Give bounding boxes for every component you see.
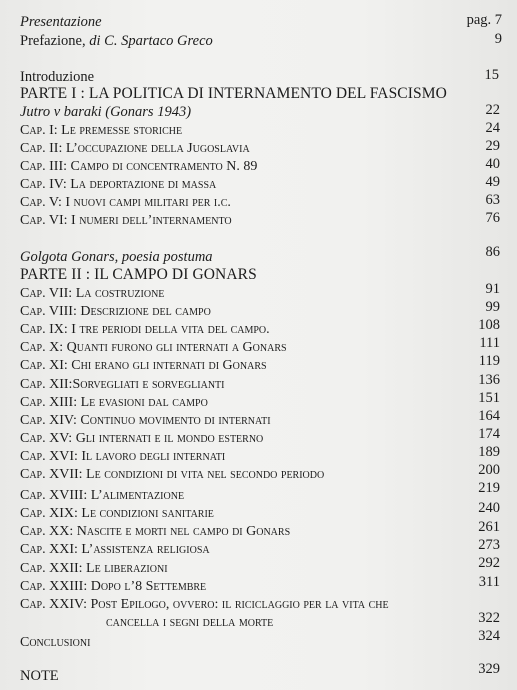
toc-chapter-13-page: 151	[478, 390, 500, 406]
toc-chapter-8: Cap. VIII: Descrizione del campo	[20, 304, 211, 319]
toc-note-page: 329	[478, 661, 500, 677]
toc-chapter-14-page: 164	[478, 408, 500, 424]
toc-chapter-24-line-2: cancella i segni della morte	[106, 615, 274, 630]
toc-chapter-20: Cap. XX: Nascite e morti nel campo di Gonars	[20, 524, 291, 539]
toc-note: NOTE	[20, 668, 59, 684]
toc-chapter-24-page: 322	[478, 610, 500, 626]
toc-part-1-title: PARTE I : LA POLITICA DI INTERNAMENTO DEL FASCISMO	[20, 85, 447, 102]
toc-chapter-5-page: 63	[485, 192, 500, 208]
toc-chapter-15-page: 174	[478, 426, 500, 442]
toc-chapter-19: Cap. XIX: Le condizioni sanitarie	[20, 506, 214, 521]
toc-introduzione: Introduzione	[20, 69, 95, 85]
toc-chapter-21: Cap. XXI: L’assistenza religiosa	[20, 542, 210, 557]
toc-chapter-10: Cap. X: Quanti furono gli internati a Gonars	[20, 340, 287, 355]
toc-prefazione	[20, 33, 213, 50]
toc-golgota-page: 86	[485, 244, 500, 260]
toc-golgota: Golgota Gonars, poesia postuma	[20, 249, 213, 265]
toc-chapter-9: Cap. IX: I tre periodi della vita del campo.	[20, 322, 270, 337]
toc-chapter-8-page: 99	[485, 299, 500, 315]
toc-chapter-12-page: 136	[478, 372, 500, 388]
toc-chapter-18: Cap. XVIII: L’alimentazione	[20, 488, 185, 503]
toc-chapter-15: Cap. XV: Gli internati e il mondo esterno	[20, 431, 264, 446]
toc-chapter-13: Cap. XIII: Le evasioni dal campo	[20, 395, 208, 410]
toc-prefazione-author: di C. Spartaco Greco	[89, 33, 213, 49]
toc-chapter-6-page: 76	[485, 210, 500, 226]
toc-chapter-2-page: 29	[485, 138, 500, 154]
toc-chapter-6: Cap. VI: I numeri dell’internamento	[20, 213, 232, 228]
toc-chapter-24-line-1: Cap. XXIV: Post Epilogo, ovvero: il riciclaggio per la vita che	[20, 597, 389, 612]
toc-chapter-19-page: 240	[478, 500, 500, 516]
toc-conclusioni: Conclusioni	[20, 635, 91, 650]
toc-prefazione-label: Prefazione,	[20, 33, 90, 49]
toc-chapter-2: Cap. II: L’occupazione della Jugoslavia	[20, 141, 250, 156]
toc-chapter-23-page: 311	[478, 574, 500, 590]
toc-chapter-17: Cap. XVII: Le condizioni di vita nel secondo periodo	[20, 467, 325, 482]
toc-chapter-12: Cap. XII:Sorvegliati e sorveglianti	[20, 377, 225, 392]
toc-chapter-4-page: 49	[485, 174, 500, 190]
toc-jutro-page: 22	[485, 102, 500, 118]
toc-chapter-10-page: 111	[479, 335, 500, 351]
toc-chapter-1-page: 24	[485, 120, 500, 136]
toc-chapter-17-page: 200	[478, 462, 500, 478]
toc-chapter-21-page: 273	[478, 537, 500, 553]
toc-chapter-3-page: 40	[485, 156, 500, 172]
toc-chapter-16: Cap. XVI: Il lavoro degli internati	[20, 449, 226, 464]
toc-chapter-22: Cap. XXII: Le liberazioni	[20, 561, 168, 576]
toc-presentazione-page: pag. 7	[466, 12, 502, 28]
toc-chapter-22-page: 292	[478, 555, 500, 571]
toc-presentazione: Presentazione	[20, 14, 102, 30]
toc-conclusioni-page: 324	[478, 628, 500, 644]
toc-prefazione-page: 9	[494, 31, 502, 47]
toc-chapter-9-page: 108	[478, 317, 500, 333]
toc-introduzione-page: 15	[484, 67, 499, 83]
toc-chapter-18-page: 219	[478, 480, 500, 496]
toc-chapter-4: Cap. IV: La deportazione di massa	[20, 177, 217, 192]
toc-chapter-7-page: 91	[485, 281, 500, 297]
toc-chapter-5: Cap. V: I nuovi campi militari per i.c.	[20, 195, 231, 210]
toc-chapter-1: Cap. I: Le premesse storiche	[20, 123, 183, 138]
toc-chapter-11: Cap. XI: Chi erano gli internati di Gonars	[20, 358, 267, 373]
toc-chapter-3: Cap. III: Campo di concentramento N. 89	[20, 159, 258, 174]
toc-chapter-7: Cap. VII: La costruzione	[20, 286, 165, 301]
toc-jutro: Jutro v baraki (Gonars 1943)	[20, 104, 192, 120]
toc-part-2-title: PARTE II : IL CAMPO DI GONARS	[20, 266, 257, 283]
toc-chapter-11-page: 119	[478, 353, 500, 369]
toc-chapter-16-page: 189	[478, 444, 500, 460]
toc-chapter-20-page: 261	[478, 519, 500, 535]
toc-chapter-14: Cap. XIV: Continuo movimento di internati	[20, 413, 271, 428]
toc-chapter-23: Cap. XXIII: Dopo l’8 Settembre	[20, 579, 207, 594]
